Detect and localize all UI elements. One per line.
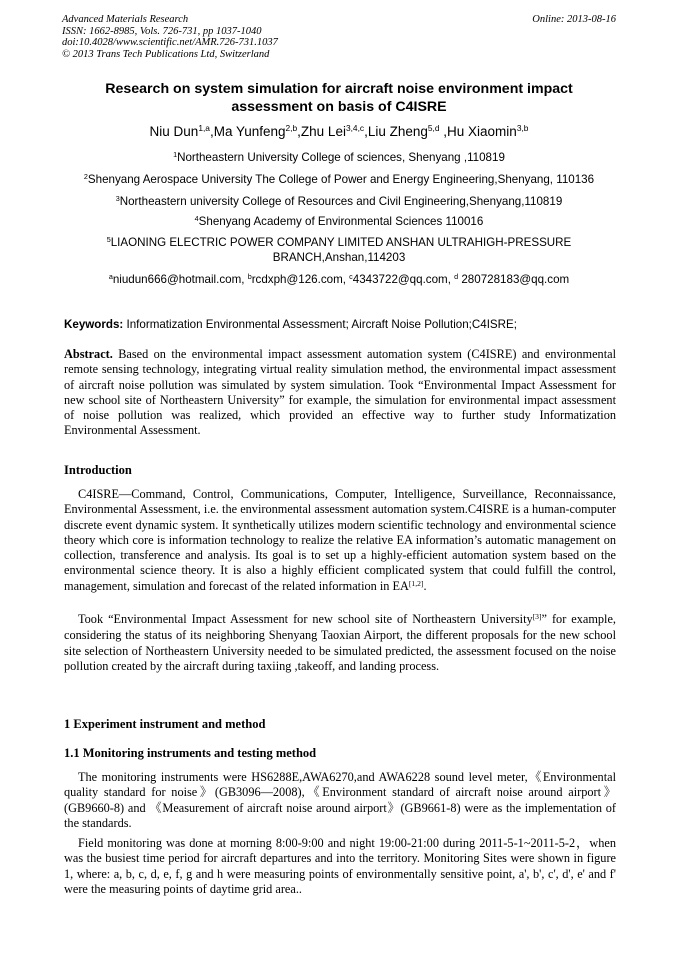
- email-mark: d: [454, 272, 459, 282]
- affiliation-3: [0, 195, 678, 210]
- introduction-paragraph-1: [64, 487, 616, 595]
- email-mark: b: [247, 272, 252, 282]
- affiliation-5: [0, 236, 678, 265]
- author-affiliation-mark: 3,b: [516, 123, 529, 134]
- email-address: 280728183@qq.com: [458, 273, 570, 286]
- author-name: Liu Zheng: [367, 124, 428, 139]
- author-name: Hu Xiaomin: [447, 124, 517, 139]
- online-date: Online: 2013-08-16: [532, 14, 616, 25]
- section-1-heading: 1 Experiment instrument and method: [64, 717, 266, 731]
- affiliation-text: Northeastern University College of sciences, Shenyang ,110819: [177, 151, 505, 164]
- author-name: Ma Yunfeng: [213, 124, 286, 139]
- citation: [1,2]: [408, 578, 424, 588]
- affiliation-4: [0, 215, 678, 230]
- affiliation-2: [0, 173, 678, 188]
- paragraph-text: C4ISRE—Command, Control, Communications, Computer, Intelligence, Surveillance, Reconnaissance, Environmental Assessment, i.e. the environmental assessment automation system.C4ISRE is a human-computer discrete event dynamic system. It synthetically utilizes modern scientific technology and environmental science theory which core is information technology to realize the relative EA information’s automatic management on collection, transference and analysis. Its goal is to set up a highly-efficient automation system based on the environmental science theory. It is also a highly efficient complicated system that could fulfill the control, management, simulation and forecast of the related information in EA: [64, 487, 616, 593]
- affiliation-text: LIAONING ELECTRIC POWER COMPANY LIMITED ANSHAN ULTRAHIGH-PRESSURE: [110, 236, 572, 249]
- author-affiliation-mark: 5,d: [427, 123, 440, 134]
- author-list: [0, 124, 678, 139]
- author-separator: ,: [297, 124, 301, 139]
- keywords-text: Informatization Environmental Assessment; Aircraft Noise Pollution;C4ISRE;: [123, 318, 517, 331]
- affiliation-mark: 2: [83, 172, 88, 182]
- author-affiliation-mark: 3,4,c: [345, 123, 365, 134]
- email-address: niudun666@hotmail.com,: [112, 273, 248, 286]
- affiliation-mark: 4: [194, 214, 199, 224]
- abstract: [64, 347, 616, 439]
- keywords-label: Keywords:: [64, 318, 124, 331]
- affiliation-mark: 5: [106, 235, 111, 245]
- email-mark: c: [349, 272, 353, 282]
- keywords: [64, 318, 624, 331]
- journal-name: Advanced Materials Research: [62, 14, 189, 25]
- email-address: 4343722@qq.com,: [352, 273, 455, 286]
- page-header: [62, 14, 616, 60]
- email-address: rcdxph@126.com,: [251, 273, 350, 286]
- citation: [3]: [532, 611, 542, 621]
- issn-line: ISSN: 1662-8985, Vols. 726-731, pp 1037-1040: [62, 25, 262, 37]
- author-name: Zhu Lei: [300, 124, 346, 139]
- author-separator: ,: [209, 124, 214, 139]
- copyright-line: © 2013 Trans Tech Publications Ltd, Switzerland: [62, 48, 270, 60]
- paragraph-text: Took “Environmental Impact Assessment for new school site of Northeastern University: [78, 612, 533, 626]
- title-line-1: Research on system simulation for aircraft noise environment impact: [105, 81, 573, 97]
- affiliation-text-continued: BRANCH,Anshan,114203: [272, 251, 406, 264]
- section-1-paragraph-1: The monitoring instruments were HS6288E,AWA6270,and AWA6228 sound level meter,《Environmental quality standard for noise》(GB3096—2008),《Environment standard of aircraft noise around airport》(GB9660-8) and 《Measurement of aircraft noise around airport》(GB9661-8) were as the implementation of the standards.: [64, 770, 616, 830]
- affiliation-mark: 1: [173, 150, 178, 160]
- section-1-1-heading: 1.1 Monitoring instruments and testing method: [64, 746, 317, 760]
- paragraph-text: .: [423, 578, 427, 593]
- affiliation-text: Shenyang Academy of Environmental Sciences 110016: [198, 215, 484, 228]
- abstract-text: Based on the environmental impact assessment automation system (C4ISRE) and environmental remote sensing technology, integrating virtual reality simulation method, the environmental impact assessment of aircraft noise pollution was simulated by system simulation. Took “Environmental Impact Assessment for new school site of Northeastern University” for example, the simulation for environmental impact assessment of noise pollution was realized, which provided an effective way to further study Informatization Environmental Assessment.: [64, 347, 616, 438]
- author-affiliation-mark: 2,b: [285, 123, 298, 134]
- introduction-paragraph-2: [64, 612, 616, 674]
- affiliation-1: [0, 151, 678, 166]
- author-affiliation-mark: 1,a: [198, 123, 210, 134]
- title-line-2: assessment on basis of C4ISRE: [231, 99, 447, 115]
- affiliation-text: Shenyang Aerospace University The College of Power and Energy Engineering,Shenyang, 110136: [87, 173, 595, 186]
- affiliation-text: Northeastern university College of Resources and Civil Engineering,Shenyang,110819: [119, 195, 563, 208]
- paper-title: [40, 80, 638, 116]
- email-mark: a: [108, 272, 113, 282]
- author-separator: ,: [439, 124, 448, 139]
- introduction-heading: Introduction: [64, 463, 132, 477]
- affiliation-mark: 3: [115, 194, 120, 204]
- email-list: [0, 273, 678, 288]
- author-separator: ,: [364, 124, 368, 139]
- abstract-label: Abstract.: [64, 347, 113, 361]
- section-1-paragraph-2: Field monitoring was done at morning 8:00-9:00 and night 19:00-21:00 during 2011-5-1~2011-5-2，when was the busiest time period for aircraft departures and into the territory. Monitoring Sites were shown in figure 1, where: a, b, c, d, e, f, g and h were measuring points of environmentally sensitive point, a', b', c', d', e' and f' were the measuring points of daytime grid area..: [64, 836, 616, 896]
- author-name: Niu Dun: [149, 124, 199, 139]
- paragraph-text: ” for example, considering the status of its neighboring Shenyang Taoxian Airport, the different proposals for the new school site selection of Northeastern University needed to be simulated predicted, the assessment focused on the noise pollution created by the aircraft during taxiing ,takeoff, and landing process.: [64, 612, 616, 673]
- doi-line: doi:10.4028/www.scientific.net/AMR.726-731.1037: [62, 37, 278, 49]
